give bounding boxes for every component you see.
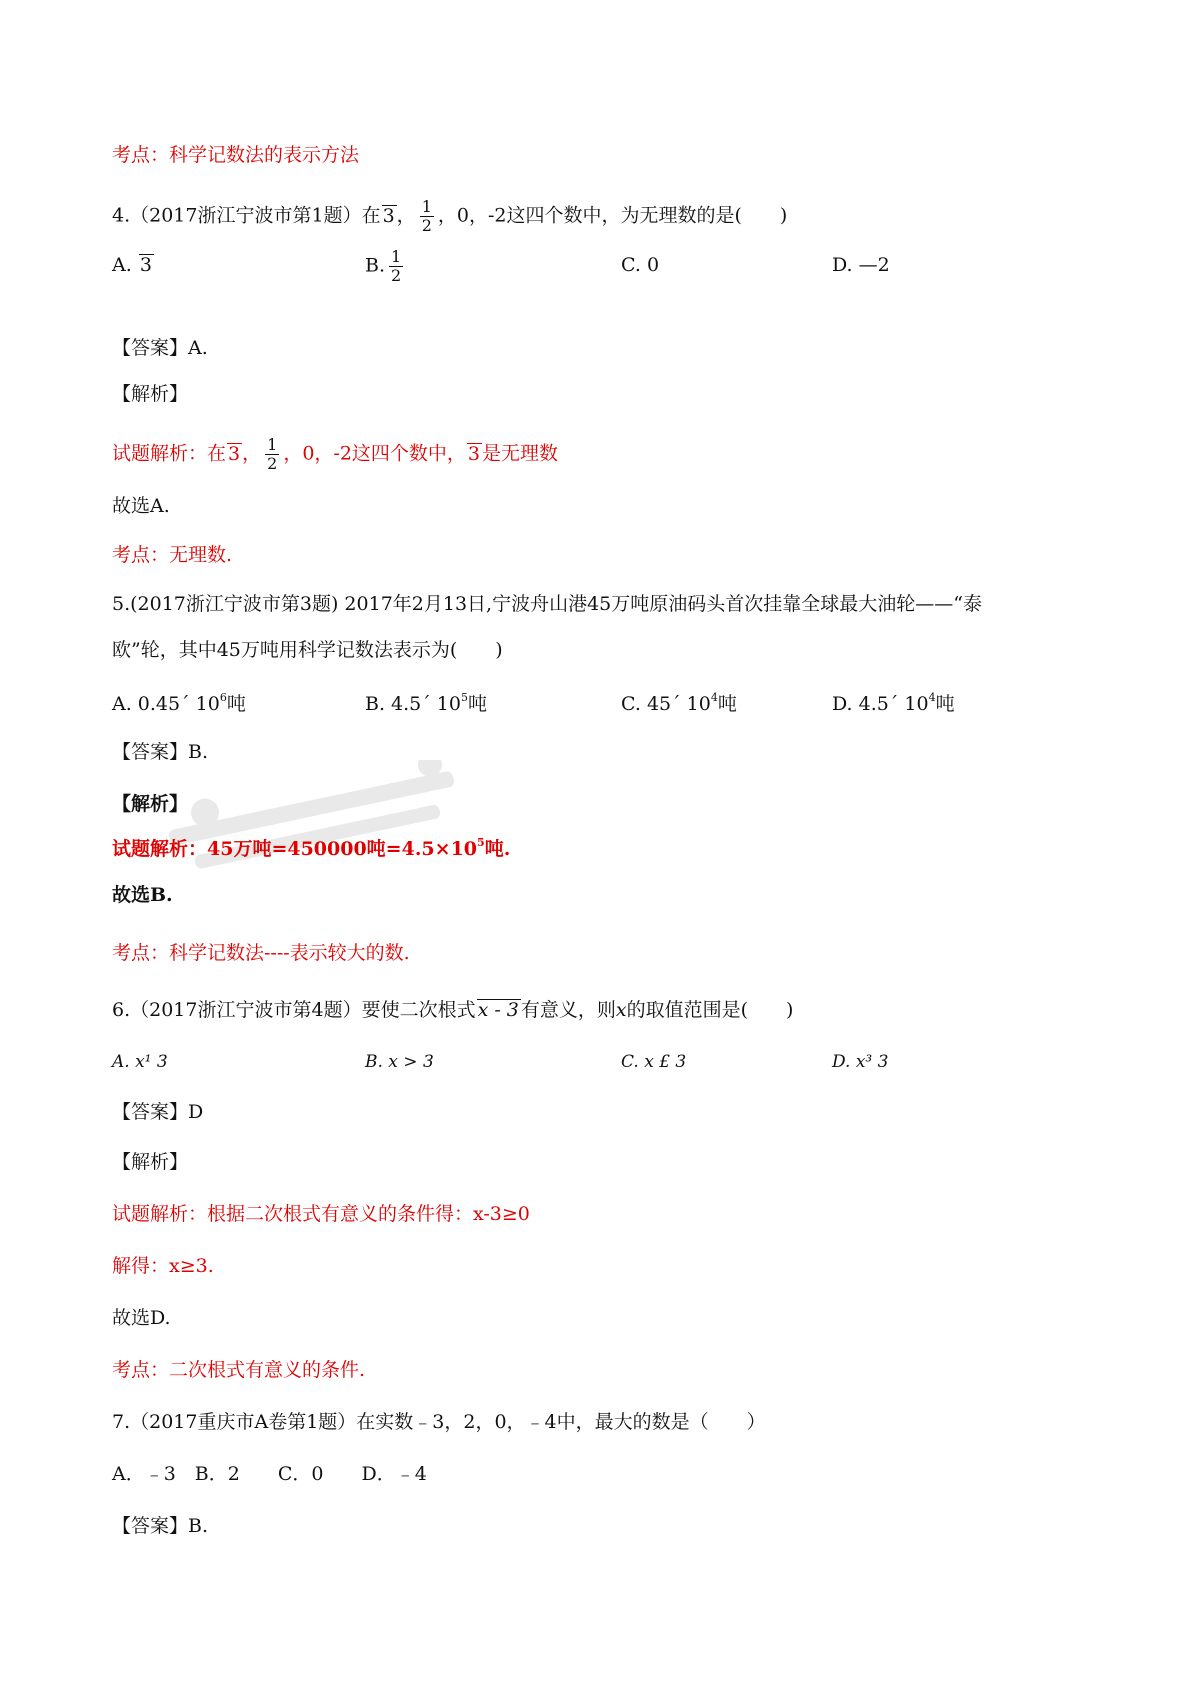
q4-kaodian: 考点：无理数. — [112, 544, 233, 566]
q4-analysis: 试题解析：在 3 ， $\frac{1}{2}$ ，0，-2这四个数中， 3 是无理数 — [112, 435, 559, 473]
q5-stem-line2: 欧”轮，其中45万吨用科学记数法表示为( ) — [112, 639, 503, 661]
q4-option-a: A. 3 — [112, 254, 152, 276]
watermark-stamp — [150, 760, 480, 890]
q4-option-c: C. 0 — [621, 254, 660, 276]
q6-jiede: 解得：x≥3. — [112, 1255, 214, 1277]
q5-analysis: 试题解析：45万吨=450000吨$=4.5\times 10^5$吨. — [112, 836, 511, 860]
q5-answer: 【答案】B. — [112, 741, 209, 763]
q4-stem: 4.（2017浙江宁波市第1题）在 3 ， $\frac{1}{2}$ ，0，-2这四个数中，为无理数的是( ) — [112, 197, 788, 235]
q7-options: A．﹣3 B．2 C．0 D．﹣4 — [112, 1463, 427, 1485]
q6-option-d: D. x³ 3 — [832, 1052, 889, 1072]
fraction: $\frac{1}{2}$ — [267, 435, 278, 473]
previous-kaodian: 考点：科学记数法的表示方法 — [112, 144, 360, 166]
q5-option-b: B. 4.5´ $10^5$吨 — [365, 691, 487, 715]
sqrt-sign: x - 3 — [477, 999, 519, 1021]
fraction: $\frac{1}{2}$ — [391, 247, 402, 285]
fraction: $\frac{1}{2}$ — [421, 197, 432, 235]
sqrt-sign: 3 — [228, 442, 241, 465]
q4-option-b: B. $\frac{1}{2}$ — [365, 247, 402, 285]
q6-jiexi-label: 【解析】 — [112, 1151, 189, 1173]
q5-kaodian: 考点：科学记数法----表示较大的数. — [112, 942, 410, 964]
q7-answer: 【答案】B. — [112, 1515, 209, 1537]
q6-analysis: 试题解析：根据二次根式有意义的条件得：x-3≥0 — [112, 1203, 530, 1225]
q4-answer: 【答案】A. — [112, 337, 208, 359]
q5-option-c: C. 45´ $10^4$吨 — [621, 691, 737, 715]
q6-stem: 6.（2017浙江宁波市第4题）要使二次根式 x - 3 有意义，则x的取值范围是( ) — [112, 999, 794, 1021]
q4-option-d: D. —2 — [832, 254, 890, 276]
q6-option-b: B. x > 3 — [365, 1052, 434, 1072]
q7-stem: 7.（2017重庆市A卷第1题）在实数﹣3，2，0，﹣4中，最大的数是（ ） — [112, 1411, 766, 1433]
q6-option-a: A. x¹ 3 — [112, 1052, 168, 1072]
q5-guxuan: 故选B. — [112, 884, 173, 906]
sqrt-sign: 3 — [139, 254, 152, 276]
sqrt-sign: 3 — [467, 442, 481, 465]
q6-answer: 【答案】D — [112, 1101, 204, 1123]
q5-stem-line1: 5.(2017浙江宁波市第3题) 2017年2月13日,宁波舟山港45万吨原油码头首次挂靠全球最大油轮——“泰 — [112, 593, 982, 615]
q5-option-d: D. 4.5´ $10^4$吨 — [832, 691, 955, 715]
q4-jiexi-label: 【解析】 — [112, 383, 189, 405]
q5-jiexi-label: 【解析】 — [112, 793, 189, 815]
q4-guxuan: 故选A. — [112, 495, 170, 517]
q6-kaodian: 考点：二次根式有意义的条件. — [112, 1359, 366, 1381]
q6-option-c: C. x £ 3 — [621, 1052, 687, 1072]
sqrt-sign: 3 — [382, 204, 395, 227]
q5-option-a: A. 0.45´ $10^6$吨 — [112, 691, 246, 715]
q6-guxuan: 故选D. — [112, 1307, 171, 1329]
